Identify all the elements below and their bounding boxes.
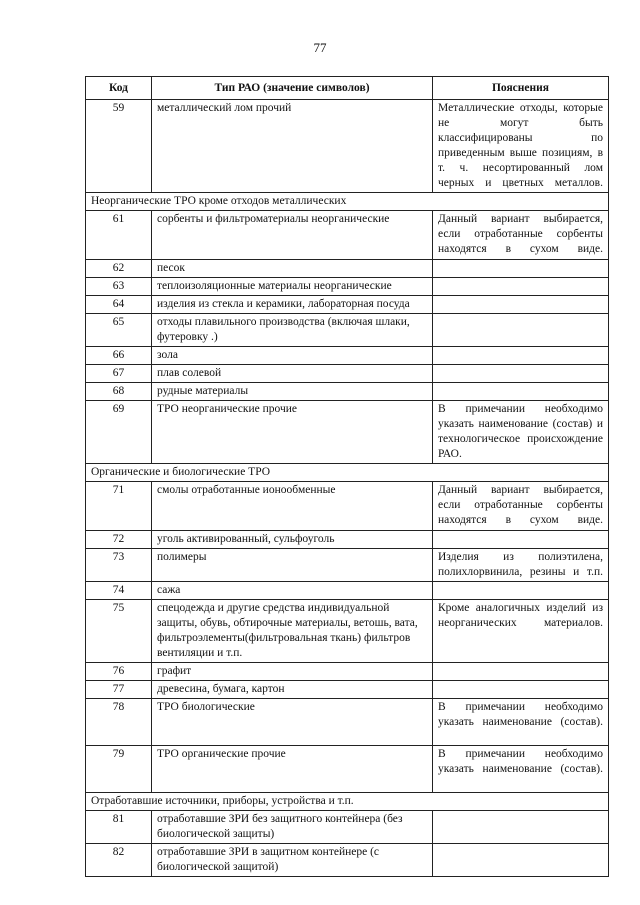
row-note: В примечании необходимо указать наименование (состав) и технологическое происхождение РАО.: [433, 401, 609, 464]
row-note: [433, 260, 609, 278]
row-code: 63: [86, 278, 152, 296]
header-note: Пояснения: [433, 77, 609, 100]
row-type: песок: [152, 260, 433, 278]
table-row: [86, 278, 609, 296]
section-row: [86, 793, 609, 811]
table-row: [86, 383, 609, 401]
row-type: сорбенты и фильтроматериалы неорганические: [152, 211, 433, 260]
row-note: Данный вариант выбирается, если отработанные сорбенты находятся в сухом виде.: [433, 482, 609, 531]
table-row: [86, 746, 609, 793]
header-code: Код: [86, 77, 152, 100]
row-type: металлический лом прочий: [152, 100, 433, 193]
table-row: [86, 401, 609, 464]
row-type: зола: [152, 347, 433, 365]
row-type: изделия из стекла и керамики, лабораторная посуда: [152, 296, 433, 314]
row-note: [433, 663, 609, 681]
section-title: Органические и биологические ТРО: [86, 464, 609, 482]
row-note: [433, 278, 609, 296]
row-type: ТРО органические прочие: [152, 746, 433, 793]
row-code: 68: [86, 383, 152, 401]
row-type: полимеры: [152, 549, 433, 582]
row-type: графит: [152, 663, 433, 681]
row-code: 71: [86, 482, 152, 531]
row-note: [433, 314, 609, 347]
row-type: плав солевой: [152, 365, 433, 383]
table-row: [86, 699, 609, 746]
rao-classification-table: [85, 76, 609, 877]
table-row: [86, 600, 609, 663]
page-number: 77: [313, 40, 327, 55]
row-type: ТРО неорганические прочие: [152, 401, 433, 464]
table-row: [86, 811, 609, 844]
row-code: 67: [86, 365, 152, 383]
row-code: 65: [86, 314, 152, 347]
row-note: [433, 365, 609, 383]
row-note: [433, 383, 609, 401]
row-code: 76: [86, 663, 152, 681]
row-note: [433, 844, 609, 877]
row-type: отработавшие ЗРИ без защитного контейнера (без биологической защиты): [152, 811, 433, 844]
row-note: [433, 811, 609, 844]
table-row: [86, 582, 609, 600]
row-type: теплоизоляционные материалы неорганические: [152, 278, 433, 296]
row-code: 79: [86, 746, 152, 793]
row-type: ТРО биологические: [152, 699, 433, 746]
row-note: [433, 681, 609, 699]
section-title: Отработавшие источники, приборы, устройства и т.п.: [86, 793, 609, 811]
row-type: отходы плавильного производства (включая шлаки, футеровку .): [152, 314, 433, 347]
row-note: Данный вариант выбирается, если отработанные сорбенты находятся в сухом виде.: [433, 211, 609, 260]
table-row: [86, 100, 609, 193]
row-note: Изделия из полиэтилена, полихлорвинила, резины и т.п.: [433, 549, 609, 582]
table-row: [86, 211, 609, 260]
table-row: [86, 531, 609, 549]
row-code: 77: [86, 681, 152, 699]
table-row: [86, 314, 609, 347]
row-code: 64: [86, 296, 152, 314]
row-code: 82: [86, 844, 152, 877]
row-code: 72: [86, 531, 152, 549]
row-code: 81: [86, 811, 152, 844]
table-body: [86, 100, 609, 877]
table-row: [86, 482, 609, 531]
table-row: [86, 844, 609, 877]
section-row: [86, 193, 609, 211]
row-type: древесина, бумага, картон: [152, 681, 433, 699]
table-header-row: [86, 77, 609, 100]
table-row: [86, 260, 609, 278]
row-type: сажа: [152, 582, 433, 600]
row-type: рудные материалы: [152, 383, 433, 401]
table-row: [86, 365, 609, 383]
row-code: 59: [86, 100, 152, 193]
row-code: 62: [86, 260, 152, 278]
row-type: смолы отработанные ионообменные: [152, 482, 433, 531]
header-type: Тип РАО (значение символов): [152, 77, 433, 100]
section-title: Неорганические ТРО кроме отходов металлических: [86, 193, 609, 211]
row-type: отработавшие ЗРИ в защитном контейнере (с биологической защитой): [152, 844, 433, 877]
row-code: 78: [86, 699, 152, 746]
row-note: Металлические отходы, которые не могут быть классифицированы по приведенным выше позициям, в т. ч. несортированный лом черных и цветных металлов.: [433, 100, 609, 193]
row-code: 73: [86, 549, 152, 582]
row-code: 74: [86, 582, 152, 600]
table-row: [86, 296, 609, 314]
row-note: В примечании необходимо указать наименование (состав).: [433, 699, 609, 746]
row-code: 69: [86, 401, 152, 464]
row-note: [433, 296, 609, 314]
row-note: Кроме аналогичных изделий из неорганических материалов.: [433, 600, 609, 663]
table-row: [86, 681, 609, 699]
row-code: 61: [86, 211, 152, 260]
table-row: [86, 663, 609, 681]
row-note: [433, 347, 609, 365]
row-note: [433, 531, 609, 549]
row-type: спецодежда и другие средства индивидуальной защиты, обувь, обтирочные материалы, ветошь, вата, фильтроэлементы(фильтровальная ткань) фильтров вентиляции и т.п.: [152, 600, 433, 663]
row-note: В примечании необходимо указать наименование (состав).: [433, 746, 609, 793]
row-code: 75: [86, 600, 152, 663]
row-code: 66: [86, 347, 152, 365]
section-row: [86, 464, 609, 482]
table-row: [86, 347, 609, 365]
row-note: [433, 582, 609, 600]
table-row: [86, 549, 609, 582]
row-type: уголь активированный, сульфоуголь: [152, 531, 433, 549]
